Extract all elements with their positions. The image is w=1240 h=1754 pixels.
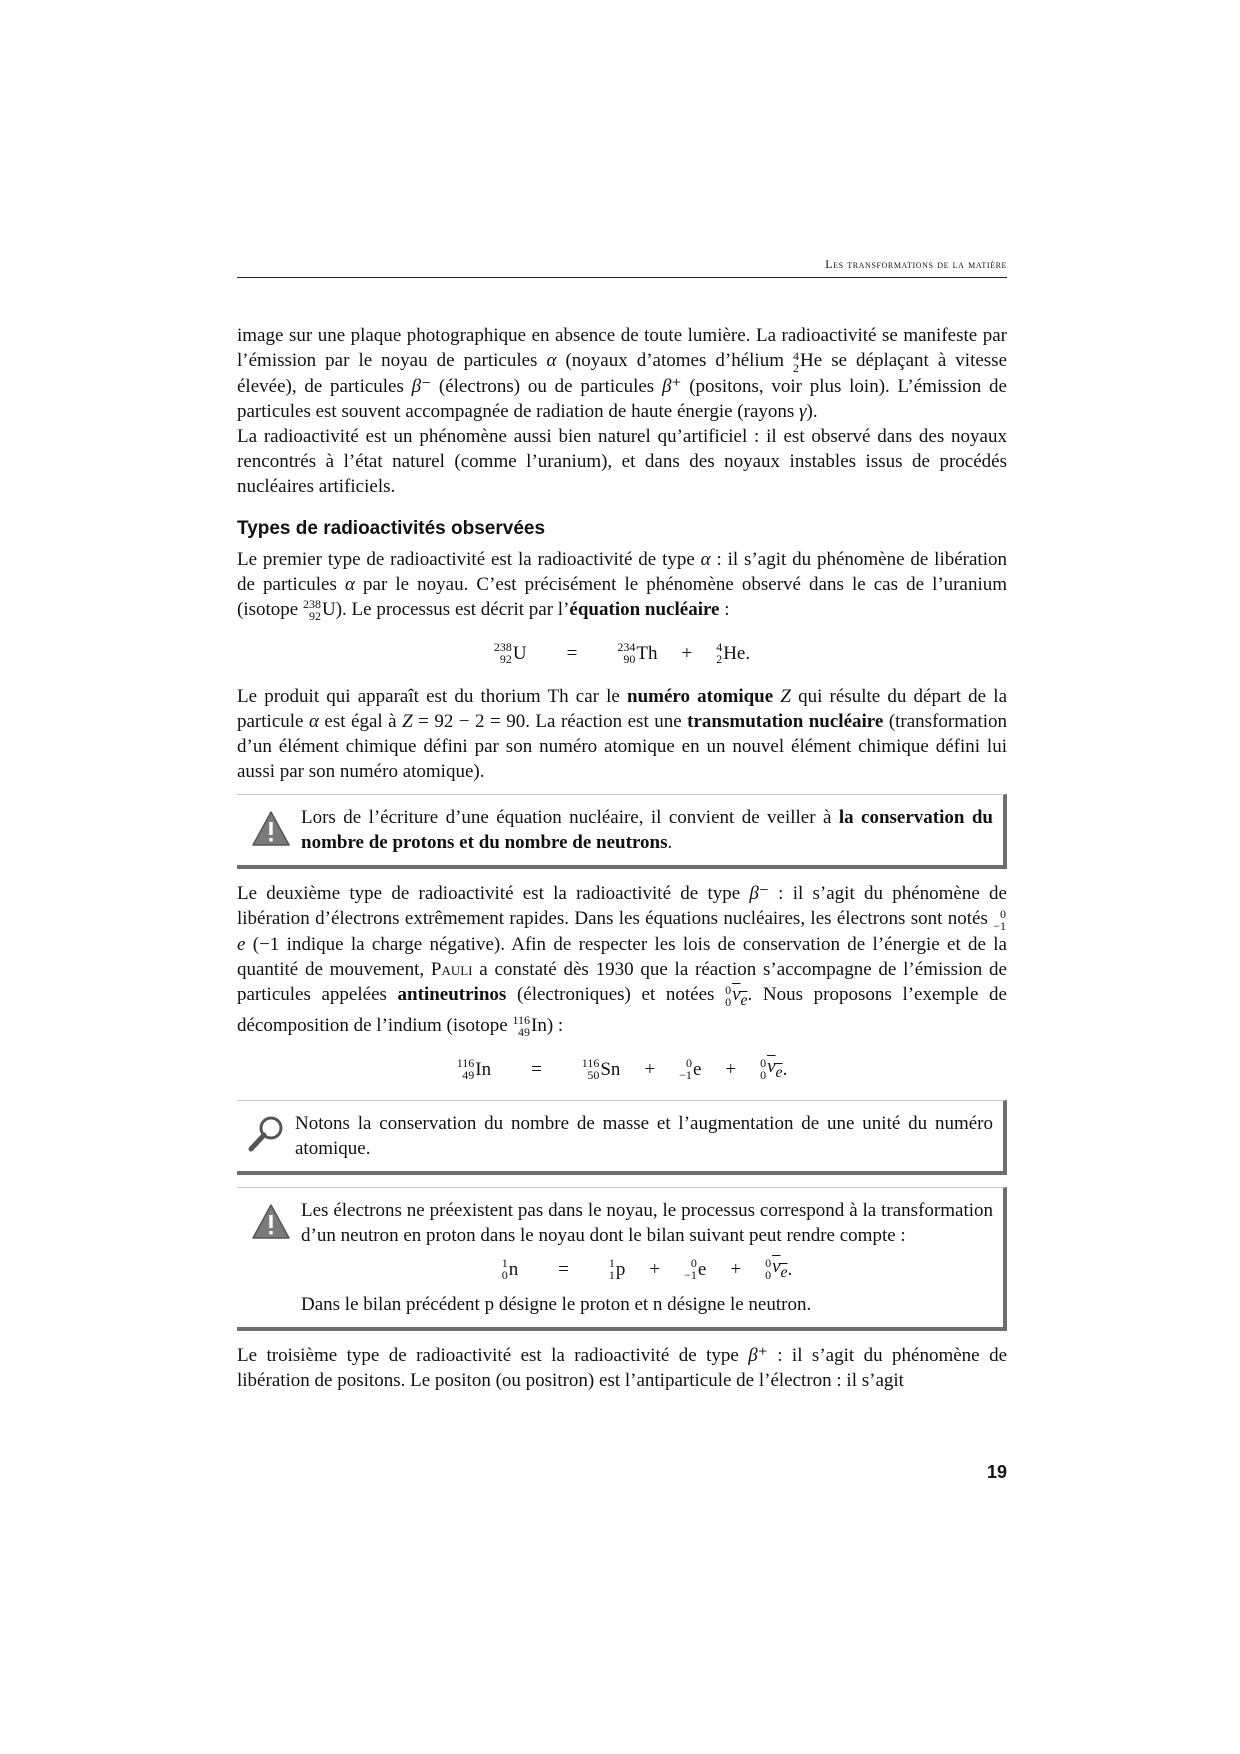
warning-box-electrons [237, 1187, 1007, 1331]
intro-paragraph: image sur une plaque photographique en absence de toute lumière. La radioactivité se manifeste par l’émission par le noyau de particules α (noyaux d’atomes d’hélium 4 2 He se déplaçant à vitesse élevée), de particules β⁻ (électrons) ou de particules β⁺ (positons, voir plus loin). L’émission de particules est souvent accompagnée de radiation de haute énergie (rayons γ). [237, 325, 1007, 422]
note-text: Notons la conservation du nombre de masse et l’augmentation de une unité du numéro atomique. [295, 1113, 993, 1160]
neutron-proton-equation: 1 0 n = 1 1 p + 0 −1 e + 0 0 $\nu_e$ . [501, 1255, 793, 1283]
running-header: Les transformations de la matière [825, 257, 1007, 271]
helium-isotope: 4 2 [793, 348, 800, 375]
beta-decay-equation: 116 49 In = 116 50 Sn + 0 −1 e + 0 0 $\nu_e$ . [456, 1055, 788, 1083]
uranium-isotope: 238 92 [302, 597, 321, 624]
note-box-mass-conservation [237, 1100, 1007, 1175]
magnifier-icon [247, 1113, 287, 1153]
page-body [237, 323, 1007, 1393]
alpha-paragraph: Le premier type de radioactivité est la radioactivité de type α : il s’agit du phénomène de libération de particules α par le noyau. C’est précisément le phénomène observé dans le cas de l’uranium (isotope 238 92 U). Le processus est décrit par l’équation nucléaire : [237, 548, 1007, 624]
warning-after-text: Dans le bilan précédent p désigne le proton et n désigne le neutron. [301, 1294, 812, 1316]
beta-plus-paragraph: Le troisième type de radioactivité est la radioactivité de type β⁺ : il s’agit du phénomène de libération de positons. Le positon (ou positron) est l’antiparticule de l’électron : il s’agit [237, 1345, 1007, 1392]
warning-box-conservation [237, 794, 1007, 869]
section-title: Types de radioactivités observées [237, 517, 546, 539]
warning-text: Lors de l’écriture d’une équation nucléaire, il convient de veiller à la conservation du nombre de protons et du nombre de neutrons. [301, 807, 993, 854]
warning-icon [251, 809, 291, 849]
warning-text: Les électrons ne préexistent pas dans le noyau, le processus correspond à la transformation d’un neutron en proton dans le noyau dont le bilan suivant peut rendre compte : [301, 1200, 993, 1247]
warning-icon [251, 1202, 291, 1242]
beta-minus-paragraph: Le deuxième type de radioactivité est la radioactivité de type β⁻ : il s’agit du phénomène de libération d’électrons extrêmement rapides. Dans les équations nucléaires, les électrons sont notés 0 −1 e (−1 indique la charge négative). Afin de respecter les lois de conservation de l’énergie et de la quantité de mouvement, Pauli a constaté dès 1930 que la réaction s’accompagne de l’émission de particules appelées antineutrinos (électroniques) et notées 0 0 $\nu_e$. Nous proposons l’exemple de décomposition de l’indium (isotope 116 49 In) : [237, 883, 1007, 1040]
alpha-decay-equation: 238 92 U = 234 90 Th + 4 2 He. [493, 640, 751, 667]
pauli-name: Pauli [430, 958, 473, 980]
page-number: 19 [986, 1462, 1007, 1482]
radioactivity-nature-paragraph: La radioactivité est un phénomène aussi bien naturel qu’artificiel : il est observé dans des noyaux rencontrés à l’état naturel (comme l’uranium), et dans des noyaux instables issus de procédés nucléaires artificiels. [237, 425, 1007, 497]
thorium-paragraph: Le produit qui apparaît est du thorium Th car le numéro atomique Z qui résulte du départ de la particule α est égal à Z = 92 − 2 = 90. La réaction est une transmutation nucléaire (transformation d’un élément chimique défini par son numéro atomique en un nouvel élément chimique défini lui aussi par son numéro atomique). [237, 686, 1007, 783]
header-rule [237, 277, 1007, 278]
